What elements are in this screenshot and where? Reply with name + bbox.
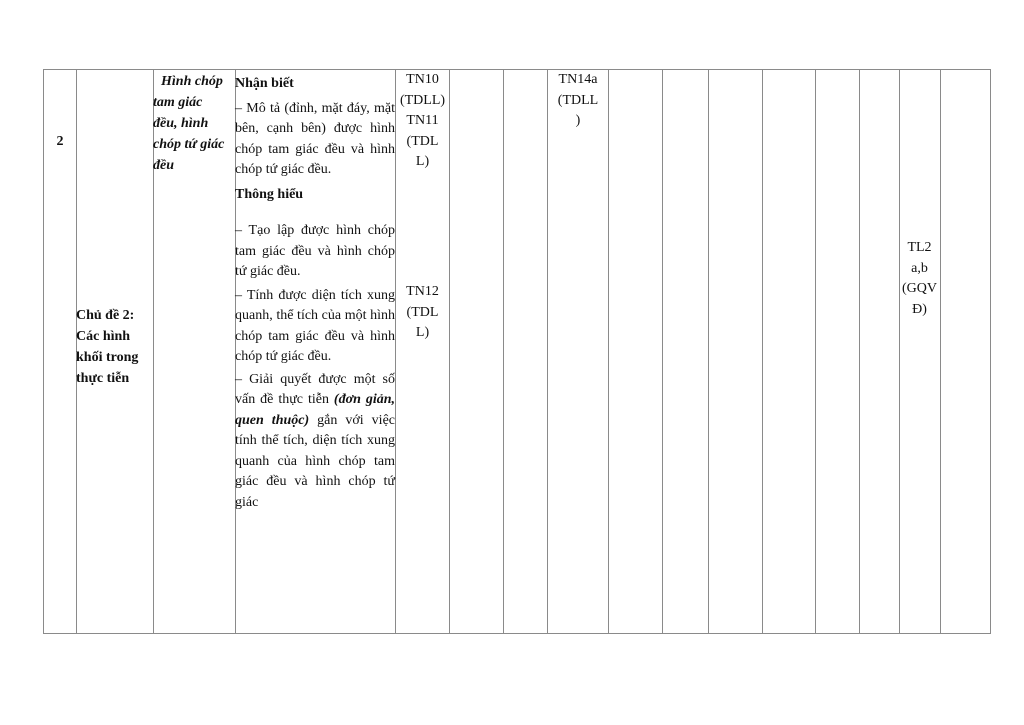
question-code: Đ) bbox=[912, 301, 927, 317]
requirements-cell bbox=[235, 74, 395, 513]
question-code: (TDL bbox=[406, 133, 439, 149]
question-code: L) bbox=[415, 154, 430, 169]
column-divider bbox=[503, 70, 504, 633]
topic-line: Chủ đề 2: bbox=[76, 308, 135, 323]
question-code: TN10 bbox=[406, 72, 439, 87]
column-divider bbox=[547, 70, 548, 633]
level-heading-nhan-biet: Nhận biết bbox=[235, 76, 294, 91]
topic-cell bbox=[76, 305, 152, 389]
question-codes-recognition bbox=[395, 70, 450, 173]
unit-line: chóp tứ giác bbox=[153, 137, 225, 152]
question-codes-understanding bbox=[395, 282, 450, 344]
question-code: TN14a bbox=[558, 72, 598, 87]
question-code: TN11 bbox=[406, 113, 439, 128]
question-code: a,b bbox=[911, 260, 928, 276]
question-code: (TDLL) bbox=[399, 92, 446, 108]
requirement-text bbox=[235, 370, 395, 514]
column-divider bbox=[708, 70, 709, 633]
assessment-matrix-table bbox=[43, 69, 991, 634]
requirement-text: – Mô tả (đỉnh, mặt đáy, mặt bên, cạnh bên) được hình chóp tam giác đều và hình chóp tứ giác đều. bbox=[235, 100, 395, 177]
column-divider bbox=[859, 70, 860, 633]
column-divider bbox=[762, 70, 763, 633]
topic-line: khối trong bbox=[76, 350, 139, 365]
column-divider bbox=[815, 70, 816, 633]
column-divider bbox=[940, 70, 941, 633]
topic-line: thực tiễn bbox=[76, 371, 130, 386]
topic-line: Các hình bbox=[76, 329, 131, 344]
unit-line: đều, hình bbox=[153, 116, 209, 131]
question-code: (TDLL bbox=[557, 92, 599, 108]
question-codes-col3 bbox=[547, 70, 609, 132]
unit-line: Hình chóp bbox=[161, 74, 223, 89]
column-divider bbox=[899, 70, 900, 633]
column-divider bbox=[608, 70, 609, 633]
requirement-emphasis: (đơn giản, quen thuộc) bbox=[235, 392, 395, 428]
unit-line: đều bbox=[153, 158, 174, 173]
question-code: L) bbox=[415, 325, 430, 340]
question-code: (GQV bbox=[902, 281, 937, 296]
knowledge-unit-cell bbox=[153, 71, 235, 176]
level-heading-thong-hieu: Thông hiểu bbox=[235, 186, 304, 202]
question-code: ) bbox=[575, 113, 581, 128]
requirement-text-part: gắn với việc tính thể tích, diện tích xung quanh của hình chóp tam giác đều và hình chóp tứ giác bbox=[235, 412, 395, 510]
row-number: 2 bbox=[56, 134, 64, 149]
question-codes-col9 bbox=[899, 238, 940, 320]
column-divider bbox=[662, 70, 663, 633]
requirement-text: – Tính được diện tích xung quanh, thể tích của một hình chóp tam giác đều và hình chóp tứ giác đều. bbox=[235, 287, 395, 364]
requirement-text-part: – Giải quyết được một số vấn đề thực tiễn bbox=[235, 371, 395, 407]
question-code: TL2 bbox=[907, 240, 932, 255]
requirement-text: – Tạo lập được hình chóp tam giác đều và hình chóp tứ giác đều. bbox=[235, 223, 395, 279]
question-code: (TDL bbox=[406, 304, 439, 320]
question-code: TN12 bbox=[406, 284, 439, 299]
unit-line: tam giác bbox=[153, 95, 203, 110]
